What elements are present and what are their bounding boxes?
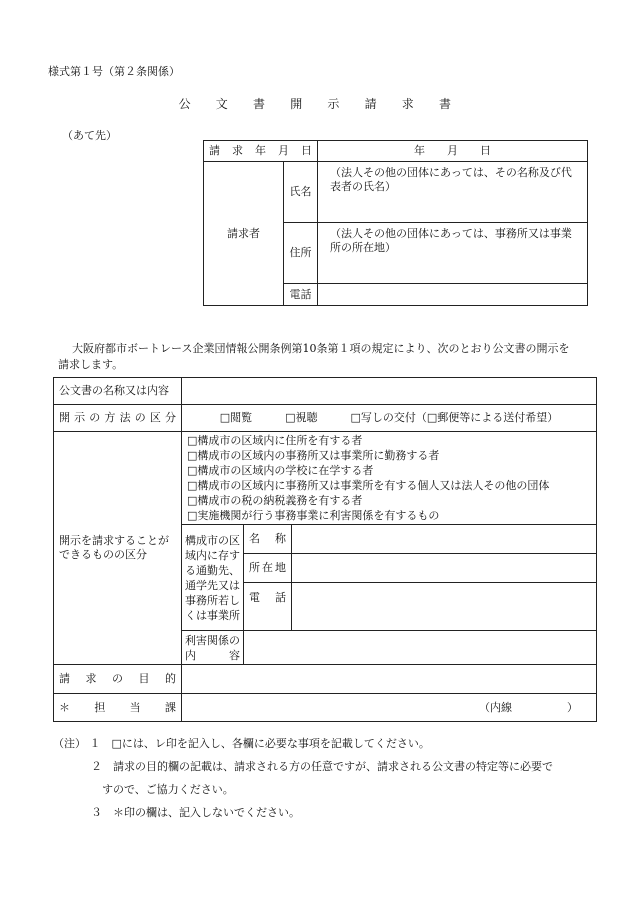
- name-note: （法人その他の団体にあっては、その名称及び代表者の氏名）: [330, 166, 572, 193]
- request-date-field[interactable]: [318, 141, 588, 162]
- phone-label: 電話: [284, 284, 318, 306]
- method-label: 開示の方法の区分: [54, 405, 182, 432]
- workplace-name-field[interactable]: [292, 525, 597, 554]
- method-options[interactable]: [182, 405, 597, 432]
- requester-label: 請求者: [204, 162, 284, 306]
- form-title: 公 文 書 開 示 請 求 書: [178, 97, 452, 111]
- interest-label: 利害関係の内容: [182, 631, 244, 665]
- workplace-label: 構成市の区域内に存する通勤先、通学先又は事務所若しくは事業所: [182, 525, 244, 631]
- name-field[interactable]: [318, 162, 588, 223]
- note-item: １ □には、レ印を記入し、各欄に必要な事項を記載してください。: [89, 737, 430, 750]
- eligibility-option[interactable]: □構成市の区域内の学校に在学する者: [187, 464, 374, 477]
- declaration-text: 大阪府都市ボートレース企業団情報公開条例第10条第１項の規定により、次のとおり公文書の開示を請求します。: [58, 342, 570, 371]
- eligibility-option[interactable]: □構成市の区域内に事務所又は事業所を有する個人又は法人その他の団体: [187, 479, 550, 492]
- note-item: すので、ご協力ください。: [102, 783, 234, 796]
- phone-field[interactable]: [318, 284, 588, 306]
- purpose-label: 請求の目的: [54, 665, 182, 694]
- request-date-label: 請求年月日: [204, 141, 318, 162]
- extension-label: （内線 ）: [479, 700, 578, 714]
- workplace-address-field[interactable]: [292, 554, 597, 583]
- staff-field: [182, 694, 597, 722]
- requester-table: [203, 140, 588, 306]
- eligibility-label: 開示を請求することができるものの区分: [54, 432, 182, 665]
- doc-name-label: 公文書の名称又は内容: [54, 378, 182, 405]
- request-date-value: 年 月 日: [414, 144, 491, 157]
- method-options-text: □閲覧 □視聴 □写しの交付（□郵便等による送付希望）: [219, 411, 559, 424]
- staff-label: ＊担当課: [54, 694, 182, 722]
- eligibility-options[interactable]: [182, 432, 597, 525]
- workplace-name-label: 名 称: [244, 525, 292, 554]
- form-number: 様式第１号（第２条関係）: [48, 65, 180, 78]
- request-details-table: [53, 377, 597, 722]
- workplace-address-label: 所在地: [244, 554, 292, 583]
- address-label: 住所: [284, 223, 318, 284]
- eligibility-option[interactable]: □構成市の税の納税義務を有する者: [187, 494, 363, 507]
- notes-prefix: （注）: [53, 737, 86, 750]
- workplace-phone-field[interactable]: [292, 583, 597, 631]
- eligibility-option[interactable]: □実施機関が行う事務事業に利害関係を有するもの: [187, 509, 440, 522]
- name-label: 氏名: [284, 162, 318, 223]
- address-field[interactable]: [318, 223, 588, 284]
- address-note: （法人その他の団体にあっては、事務所又は事業所の所在地）: [330, 227, 572, 254]
- notes-section: [53, 732, 613, 824]
- note-item: ２ 請求の目的欄の記載は、請求される方の任意ですが、請求される公文書の特定等に必要で: [91, 760, 553, 773]
- addressee-label: （あて先）: [62, 129, 117, 142]
- workplace-phone-label: 電 話: [244, 583, 292, 631]
- eligibility-option[interactable]: □構成市の区域内の事務所又は事業所に勤務する者: [187, 449, 440, 462]
- purpose-field[interactable]: [182, 665, 597, 694]
- doc-name-field[interactable]: [182, 378, 597, 405]
- eligibility-option[interactable]: □構成市の区域内に住所を有する者: [187, 434, 363, 447]
- note-item: ３ ＊印の欄は、記入しないでください。: [91, 806, 300, 819]
- interest-field[interactable]: [244, 631, 597, 665]
